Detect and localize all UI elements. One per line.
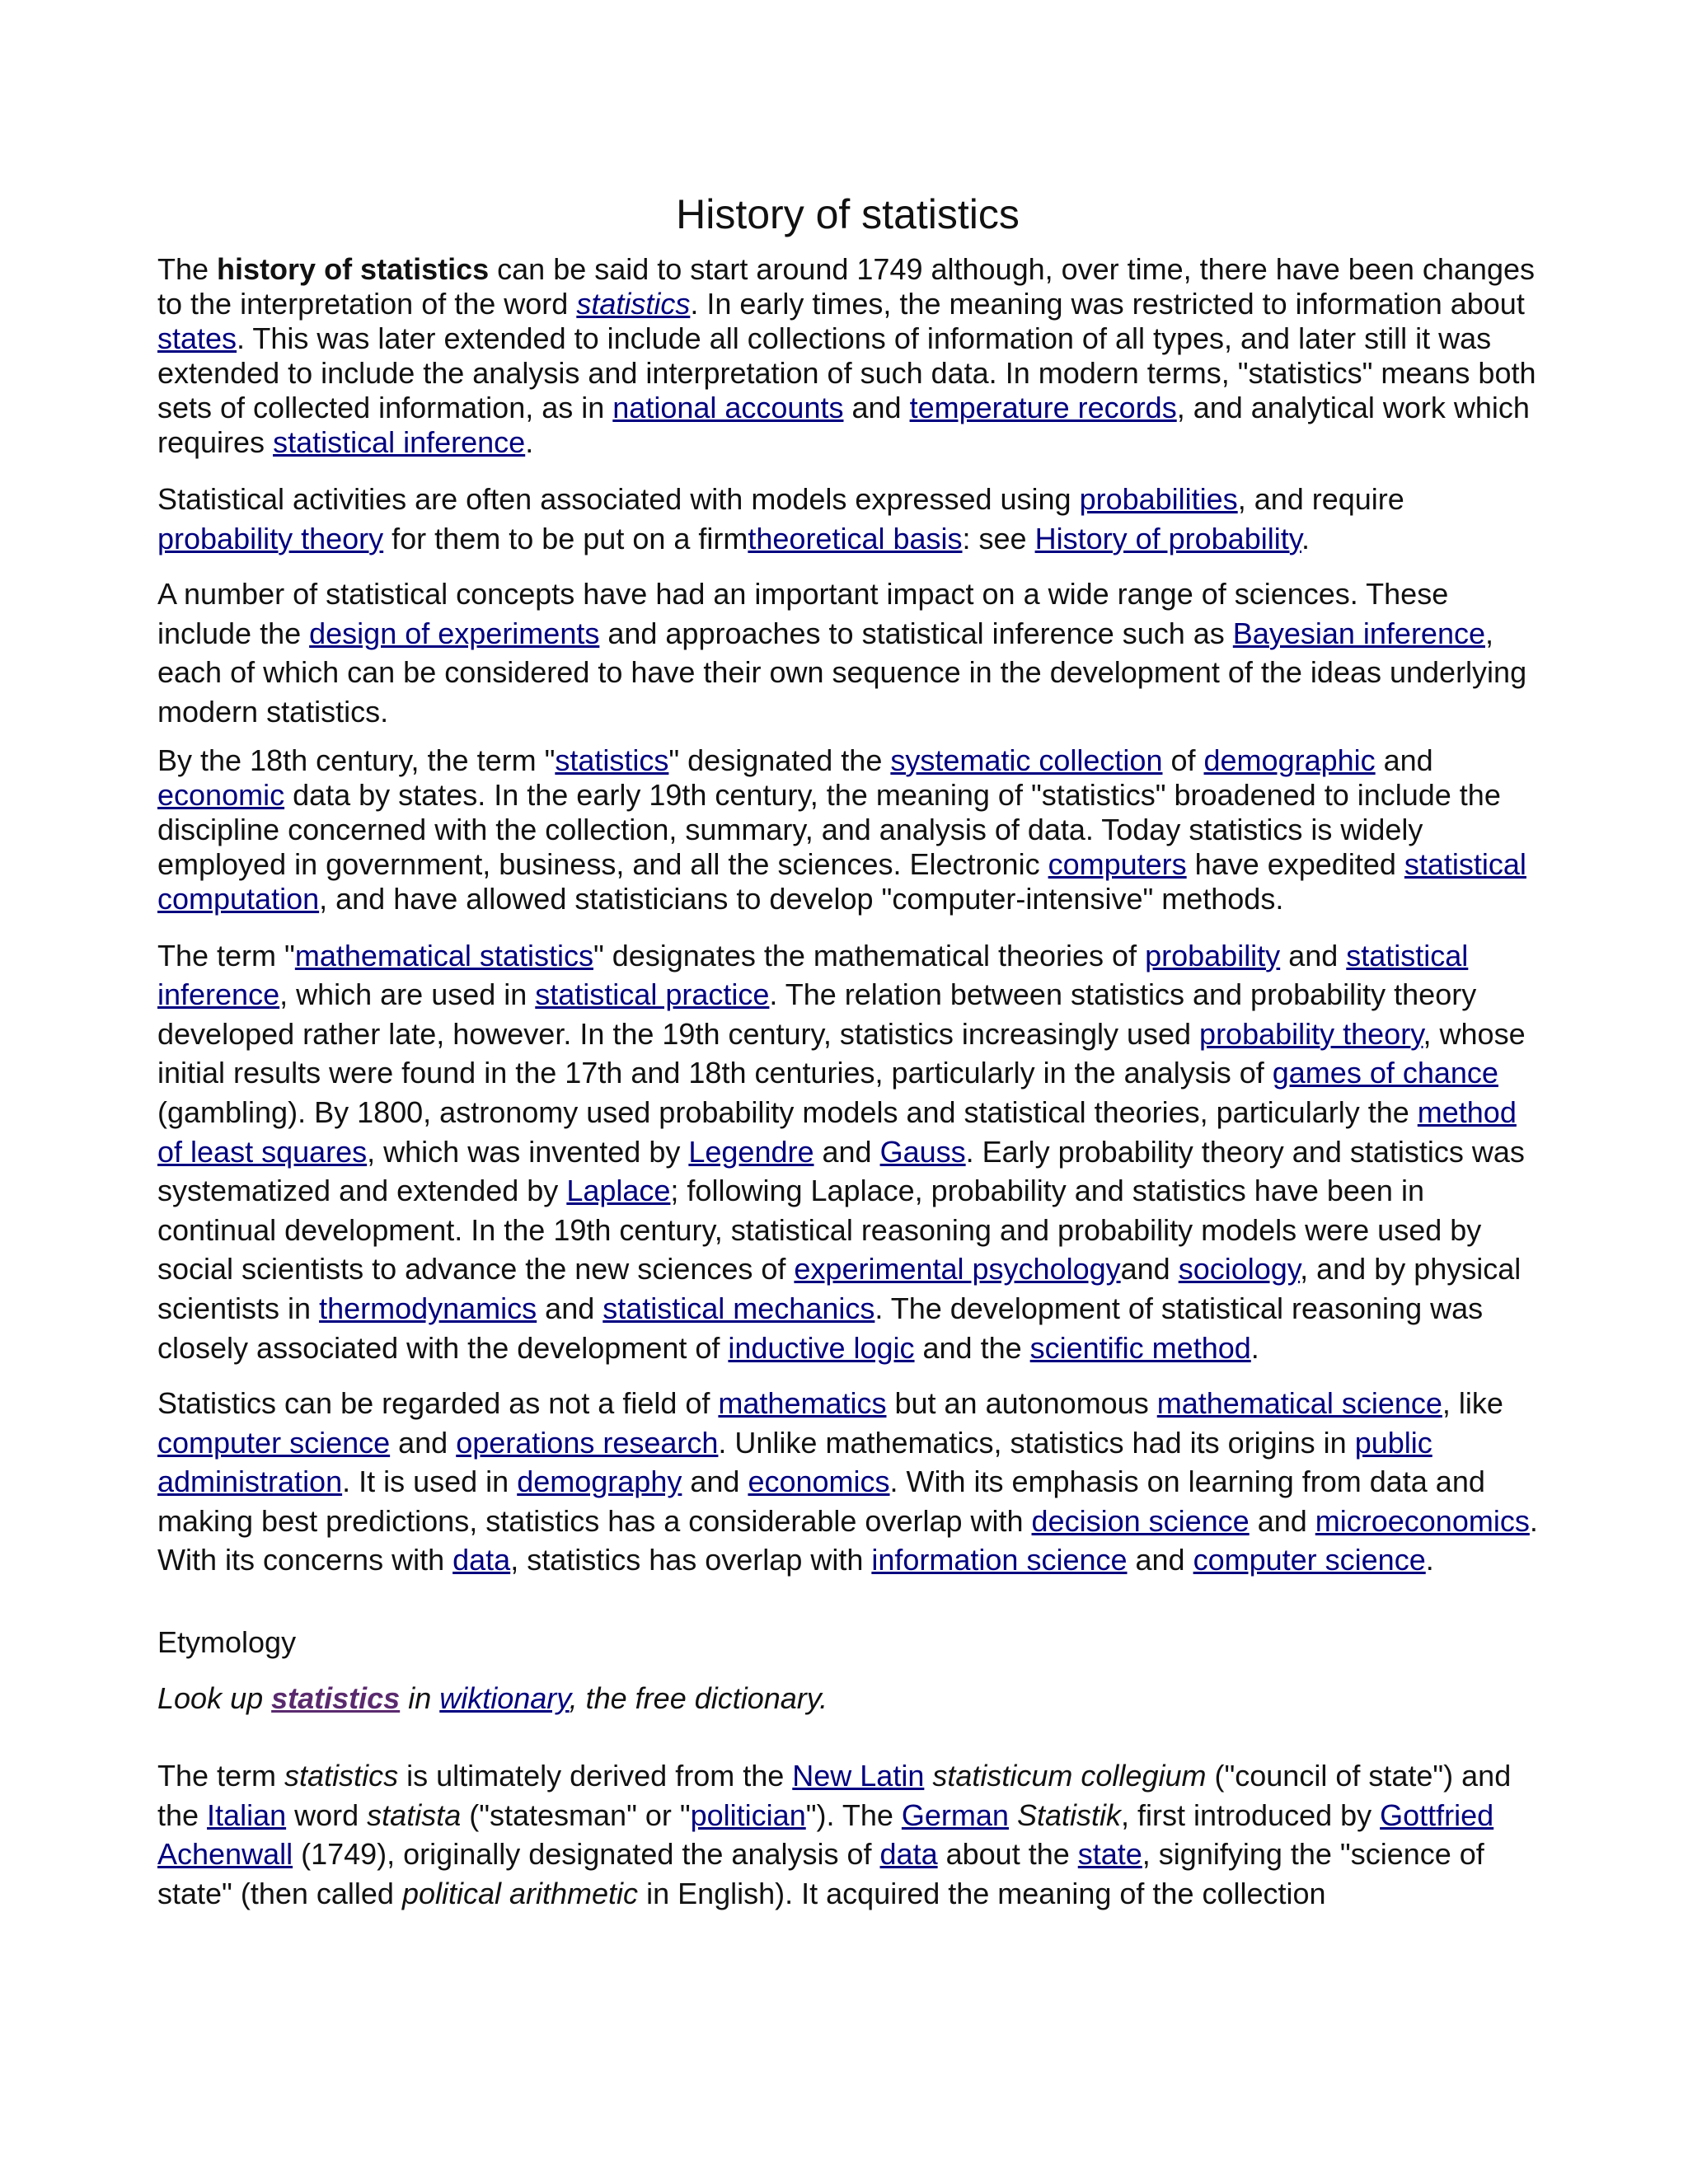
italic-term: statisticum collegium [932, 1759, 1207, 1793]
text-run: , and require [1237, 482, 1404, 516]
eighteenth-century-paragraph [157, 743, 1538, 916]
link-inductive-logic[interactable]: inductive logic [728, 1330, 915, 1365]
link-games-of-chance[interactable]: games of chance [1272, 1056, 1498, 1090]
link-probability-theory[interactable]: probability theory [157, 521, 384, 555]
text-run: and [1127, 1543, 1193, 1577]
link-data[interactable]: data [452, 1543, 511, 1577]
link-temperature-records[interactable]: temperature records [909, 391, 1177, 424]
text-run [1009, 1798, 1017, 1832]
link-gauss[interactable]: Gauss [879, 1134, 966, 1169]
link-theoretical-basis[interactable]: theoretical basis [748, 521, 963, 555]
text-run: and approaches to statistical inference such as [599, 616, 1233, 650]
text-run: . This was later extended to include all collections of information of all types, and later still it was extended to include the analysis and interpretation of such data. In modern terms, "statistics" means both sets of collected information, as in [157, 321, 1536, 424]
probability-paragraph [157, 480, 1538, 558]
text-run: A number of statistical concepts have had an important impact on a wide range of sciences. These include the [157, 577, 1449, 650]
text-run: and the [914, 1330, 1030, 1365]
link-statistics[interactable]: statistics [555, 743, 669, 777]
text-run: and [814, 1134, 880, 1169]
link-wiktionary[interactable]: wiktionary [439, 1681, 570, 1716]
link-states[interactable]: states [157, 321, 237, 355]
link-statistics-wiktionary[interactable]: statistics [271, 1681, 401, 1716]
link-probability[interactable]: probability [1145, 938, 1281, 972]
text-run: but an autonomous [886, 1386, 1157, 1421]
link-data[interactable]: data [879, 1837, 938, 1872]
text-run: ("council of state") and the [157, 1759, 1512, 1832]
text-run: , and analytical work which requires [157, 391, 1530, 459]
concepts-paragraph [157, 574, 1538, 731]
text-run: (1749), originally designated the analysis of [293, 1837, 880, 1872]
text-run: , whose initial results were found in the 17th and 18th centuries, particularly in the analysis of [157, 1016, 1526, 1090]
text-run: ; following Laplace, probability and statistics have been in continual development. In the 19th century, statistical reasoning and probability models were used by social scientists to advance the new sciences of [157, 1174, 1482, 1286]
text-run: . With its emphasis on learning from data and making best predictions, statistics has a considerable overlap with [157, 1465, 1485, 1538]
link-economic[interactable]: economic [157, 777, 285, 812]
text-run: . The relation between statistics and probability theory developed rather late, however. In the 19th century, statistics increasingly used [157, 977, 1477, 1051]
link-history-of-probability[interactable]: History of probability [1034, 521, 1302, 555]
link-decision-science[interactable]: decision science [1031, 1503, 1250, 1538]
text-run: , which are used in [279, 977, 536, 1012]
text-run: , and by physical scientists in [157, 1252, 1522, 1325]
text-run: , each of which can be considered to have their own sequence in the development of the ideas underlying modern statistics. [157, 616, 1527, 729]
text-run: : see [962, 521, 1035, 555]
text-run: Statistical activities are often associated with models expressed using [157, 482, 1080, 516]
text-run: The term " [157, 938, 295, 972]
link-politician[interactable]: politician [690, 1797, 806, 1832]
link-mathematical-statistics[interactable]: mathematical statistics [294, 938, 593, 972]
text-run: , like [1442, 1386, 1503, 1421]
text-run: about the [937, 1837, 1078, 1872]
italic-term: political arithmetic [401, 1876, 639, 1910]
text-run: word [286, 1797, 368, 1832]
link-legendre[interactable]: Legendre [688, 1134, 814, 1169]
text-run: and [1249, 1503, 1315, 1538]
link-demographic[interactable]: demographic [1203, 743, 1376, 777]
text-run: . [1250, 1330, 1259, 1365]
link-information-science[interactable]: information science [871, 1543, 1128, 1577]
text-run: ("statesman" or " [461, 1797, 691, 1832]
link-probabilities[interactable]: probabilities [1079, 482, 1238, 516]
text-run: . The development of statistical reasoning was closely associated with the development of [157, 1291, 1484, 1365]
text-run: , which was invented by [367, 1134, 689, 1169]
italic-term: Statistik [1016, 1797, 1121, 1832]
text-run: . Unlike mathematics, statistics had its origins in [718, 1425, 1355, 1460]
link-experimental-psychology[interactable]: experimental psychology [794, 1252, 1121, 1286]
text-run: , and have allowed statisticians to develop "computer-intensive" methods. [319, 881, 1284, 916]
text-run: . It is used in [342, 1465, 518, 1499]
italic-term: statistics [284, 1759, 399, 1793]
link-method-of-least-squares[interactable]: method of least squares [157, 1094, 1517, 1169]
link-thermodynamics[interactable]: thermodynamics [319, 1291, 537, 1325]
text-run: have expedited [1186, 846, 1404, 881]
text-run [924, 1759, 932, 1793]
link-systematic-collection[interactable]: systematic collection [890, 743, 1163, 777]
wiktionary-note [157, 1679, 1538, 1718]
text-run: By the 18th century, the term " [157, 743, 556, 777]
link-german[interactable]: German [901, 1797, 1009, 1832]
link-statistical-inference[interactable]: statistical inference [273, 425, 526, 459]
link-sociology[interactable]: sociology [1178, 1252, 1301, 1286]
article [157, 188, 1538, 1929]
text-run: and [843, 391, 910, 424]
link-bayesian-inference[interactable]: Bayesian inference [1232, 616, 1485, 650]
text-run: and [1120, 1252, 1179, 1286]
text-run: , the free dictionary. [569, 1681, 828, 1716]
text-run: of [1162, 743, 1204, 777]
link-mathematics[interactable]: mathematics [718, 1386, 887, 1421]
text-run: The [157, 252, 218, 286]
link-public-administration[interactable]: public administration [157, 1425, 1432, 1499]
mathematical-statistics-paragraph [157, 936, 1538, 1368]
text-run: "). The [805, 1797, 902, 1832]
link-statistical-practice[interactable]: statistical practice [535, 977, 770, 1012]
link-italian[interactable]: Italian [207, 1797, 287, 1832]
link-scientific-method[interactable]: scientific method [1029, 1330, 1251, 1365]
link-design-of-experiments[interactable]: design of experiments [309, 616, 600, 650]
intro-paragraph [157, 252, 1538, 460]
text-run: " designates the mathematical theories of [593, 938, 1146, 972]
etymology-paragraph [157, 1756, 1538, 1913]
link-mathematical-science[interactable]: mathematical science [1156, 1386, 1442, 1421]
link-statistical-inference[interactable]: statistical inference [157, 938, 1469, 1012]
etymology-heading: Etymology [157, 1625, 297, 1660]
text-run: Statistics can be regarded as not a field of [157, 1386, 719, 1421]
text-run: . [1301, 521, 1311, 555]
text-run: . With its concerns with [157, 1503, 1538, 1577]
link-new-latin[interactable]: New Latin [792, 1759, 925, 1793]
bold-term: history of statistics [217, 252, 490, 286]
text-run: and [390, 1425, 457, 1460]
text-run: can be said to start around 1749 although, over time, there have been changes to the interpretation of the word [157, 252, 1535, 321]
text-run: is ultimately derived from the [398, 1759, 793, 1793]
text-run: , first introduced by [1121, 1797, 1381, 1832]
link-economics[interactable]: economics [748, 1465, 890, 1499]
text-run: The term [157, 1759, 285, 1793]
link-laplace[interactable]: Laplace [566, 1174, 671, 1208]
text-run: , signifying the "science of state" (then called [157, 1837, 1484, 1910]
text-run: . Early probability theory and statistics was systematized and extended by [157, 1134, 1525, 1208]
link-computer-science[interactable]: computer science [1193, 1543, 1426, 1577]
link-computers[interactable]: computers [1048, 846, 1187, 881]
link-operations-research[interactable]: operations research [456, 1425, 719, 1460]
text-run: and [1375, 743, 1433, 777]
link-statistical-computation[interactable]: statistical computation [157, 846, 1526, 916]
text-run: in [400, 1681, 440, 1716]
text-run: Look up [157, 1681, 272, 1716]
link-gottfried-achenwall[interactable]: Gottfried Achenwall [157, 1797, 1494, 1872]
text-run: (gambling). By 1800, astronomy used probability models and statistical theories, particularly the [157, 1094, 1418, 1129]
link-national-accounts[interactable]: national accounts [612, 391, 844, 424]
text-run: and [1280, 938, 1347, 972]
link-state[interactable]: state [1077, 1837, 1142, 1872]
text-run: " designated the [668, 743, 891, 777]
text-run: for them to be put on a firm [383, 521, 748, 555]
text-run: and [682, 1465, 748, 1499]
text-run: . [525, 425, 534, 459]
page-title: History of statistics [676, 191, 1020, 237]
text-run: and [537, 1291, 603, 1325]
autonomous-science-paragraph [157, 1384, 1538, 1580]
link-probability-theory[interactable]: probability theory [1199, 1016, 1423, 1051]
link-statistics[interactable]: statistics [576, 287, 691, 321]
text-run: , statistics has overlap with [510, 1543, 872, 1577]
link-computer-science[interactable]: computer science [157, 1425, 391, 1460]
text-run: data by states. In the early 19th century, the meaning of "statistics" broadened to include the discipline concerned with the collection, summary, and analysis of data. Today statistics is widely employed in government, business, and all the sciences. Electronic [157, 777, 1501, 881]
text-run: . In early times, the meaning was restricted to information about [690, 287, 1525, 321]
text-run: in English). It acquired the meaning of the collection [638, 1876, 1326, 1910]
link-demography[interactable]: demography [517, 1465, 682, 1499]
link-microeconomics[interactable]: microeconomics [1315, 1503, 1530, 1538]
italic-term: statista [367, 1797, 462, 1832]
link-statistical-mechanics[interactable]: statistical mechanics [603, 1291, 875, 1325]
text-run: . [1425, 1543, 1434, 1577]
